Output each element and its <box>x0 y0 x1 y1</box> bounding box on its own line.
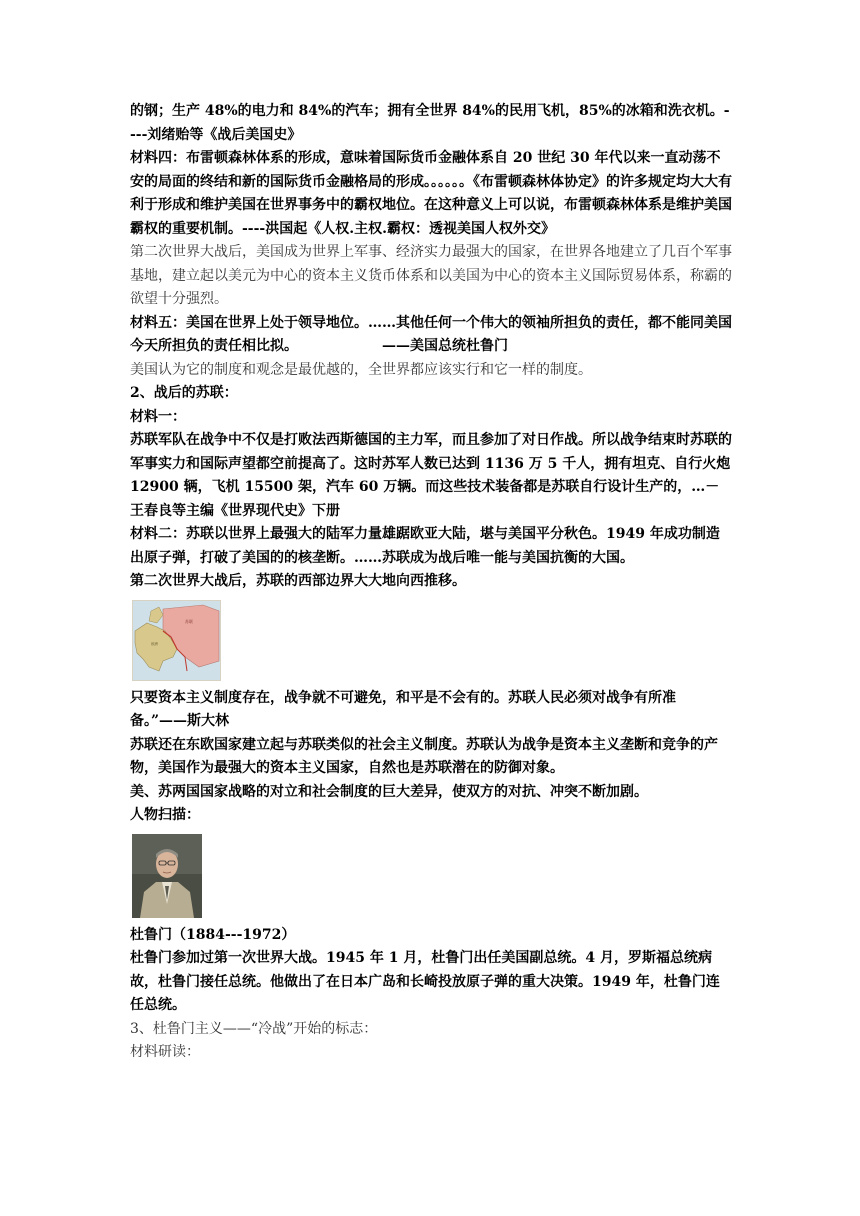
heading-postwar-ussr: 2、战后的苏联： <box>130 385 238 401</box>
europe-map-icon <box>133 601 220 680</box>
paragraph-us-system-view: 美国认为它的制度和观念是最优越的，全世界都应该实行和它一样的制度。 <box>130 361 592 378</box>
document-page <box>130 100 732 1065</box>
label-material-one: 材料一： <box>130 408 186 425</box>
paragraph-stalin-quote: 只要资本主义制度存在，战争就不可避免，和平是不会有的。苏联人民必须对战争有所准备。”——斯大林 <box>130 689 676 729</box>
paragraph-soviet-military: 苏联军队在战争中不仅是打败法西斯德国的主力军，而且参加了对日作战。所以战争结束时苏联的军事实力和国际声望都空前提高了。这时苏军人数已达到 1136 万 5 千人，拥有坦克、自行火炮 12900 辆，飞机 15500 架，汽车 60 万辆。而这些技术装备都是苏联自行设计生产的，…－王春良等主编《世界现代史》下册 <box>130 432 732 519</box>
soviet-border-map-image <box>132 600 221 681</box>
truman-portrait-image <box>132 834 202 918</box>
truman-caption: 杜鲁门（1884---1972） <box>130 926 296 943</box>
heading-person-scan: 人物扫描： <box>130 807 200 823</box>
svg-text:欧洲: 欧洲 <box>151 641 158 646</box>
paragraph-us-economy-quote: 的钢；生产 48%的电力和 84%的汽车；拥有全世界 84%的民用飞机，85%的冰箱和洗衣机。----刘绪贻等《战后美国史》 <box>130 103 730 143</box>
heading-truman-doctrine: 3、杜鲁门主义——“冷战”开始的标志： <box>130 1020 378 1037</box>
paragraph-material-two: 材料二：苏联以世界上最强大的陆军力量雄踞欧亚大陆，堪与美国平分秋色。1949 年成功制造出原子弹，打破了美国的的核垄断。……苏联成为战后唯一能与美国抗衡的大国。 <box>130 526 720 566</box>
paragraph-us-hegemony: 第二次世界大战后，美国成为世界上军事、经济实力最强大的国家，在世界各地建立了几百个军事基地，建立起以美元为中心的资本主义货币体系和以美国为中心的资本主义国际贸易体系，称霸的欲望十分强烈。 <box>130 244 732 307</box>
svg-text:苏联: 苏联 <box>185 618 193 624</box>
paragraph-material-four: 材料四：布雷顿森林体系的形成，意味着国际货币金融体系自 20 世纪 30 年代以来一直动荡不安的局面的终结和新的国际货币金融格局的形成。。。。。。《布雷顿森林体协定》的许多规定均大大有利于形成和维护美国在世界事务中的霸权地位。在这种意义上可以说，布雷顿森林体系是维护美国霸权的重要机制。----洪国起《人权.主权.霸权：透视美国人权外交》 <box>130 150 732 237</box>
material-five-text: 材料五：美国在世界上处于领导地位。……其他任何一个伟大的领袖所担负的责任，都不能同美国今天所担负的责任相比拟。 <box>130 314 732 354</box>
label-material-study: 材料研读： <box>130 1044 200 1060</box>
paragraph-truman-bio: 杜鲁门参加过第一次世界大战。1945 年 1 月，杜鲁门出任美国副总统。4 月，罗斯福总统病故，杜鲁门接任总统。他做出了在日本广岛和长崎投放原子弹的重大决策。1949 年，杜鲁门连任总统。 <box>130 950 720 1013</box>
paragraph-soviet-border: 第二次世界大战后，苏联的西部边界大大地向西推移。 <box>130 573 466 589</box>
material-five-attribution: ——美国总统杜鲁门 <box>382 338 508 354</box>
portrait-icon <box>132 834 202 918</box>
paragraph-material-five <box>130 312 732 359</box>
paragraph-confrontation: 美、苏两国国家战略的对立和社会制度的巨大差异，使双方的对抗、冲突不断加剧。 <box>130 783 648 800</box>
paragraph-soviet-system: 苏联还在东欧国家建立起与苏联类似的社会主义制度。苏联认为战争是资本主义垄断和竞争的产物，美国作为最强大的资本主义国家，自然也是苏联潜在的防御对象。 <box>130 736 718 776</box>
